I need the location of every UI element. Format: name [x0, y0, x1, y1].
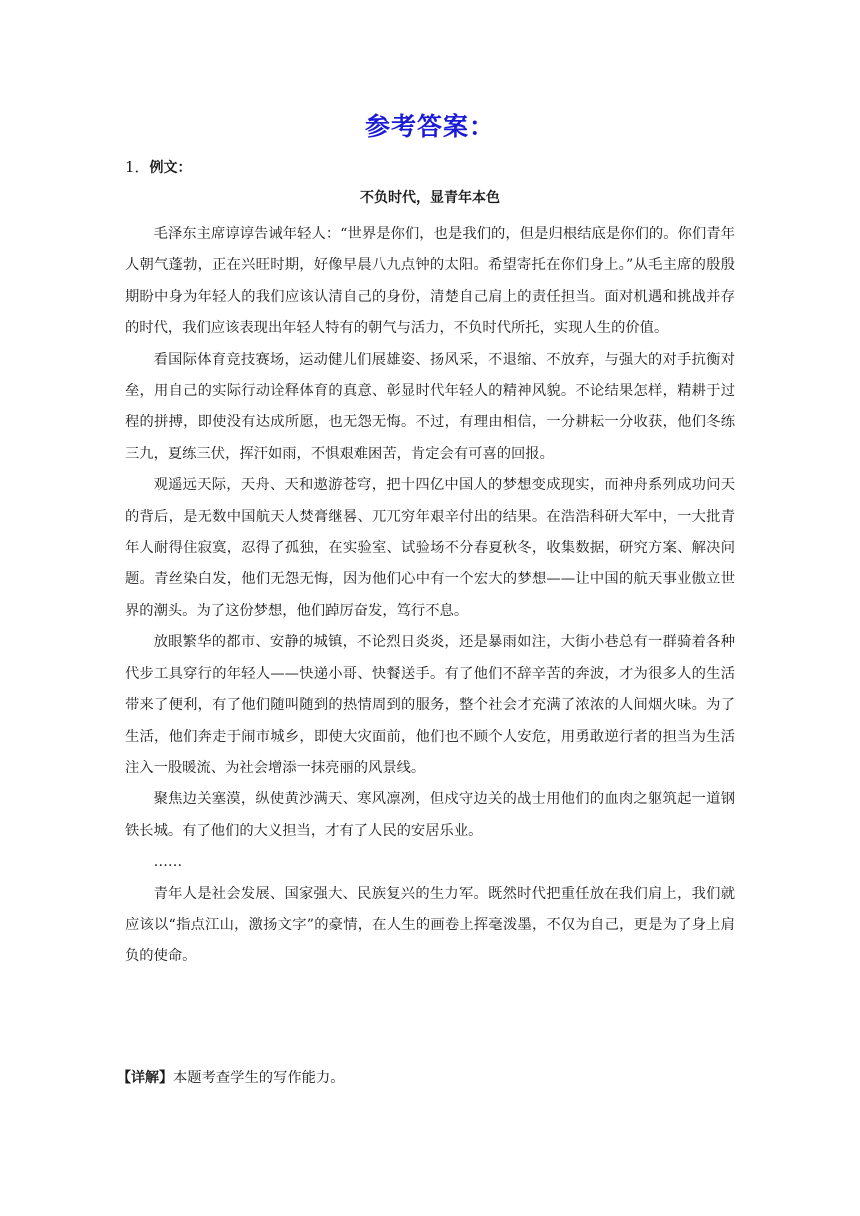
essay-paragraph: 聚焦边关塞漠，纵使黄沙满天、寒风凛冽，但戍守边关的战士用他们的血肉之躯筑起一道钢铁长城。有了他们的大义担当，才有了人民的安居乐业。 — [125, 791, 735, 839]
essay-title: 不负时代，显青年本色 — [360, 190, 500, 206]
question-number: 1． — [125, 158, 150, 176]
essay-paragraph: 青年人是社会发展、国家强大、民族复兴的生力军。既然时代把重任放在我们肩上，我们就应该以“指点江山，激扬文字”的豪情，在人生的画卷上挥毫泼墨，不仅为自己，更是为了身上肩负的使命。 — [125, 885, 735, 965]
essay-ellipsis: …… — [153, 854, 183, 871]
detail-label: 【详解】 — [117, 1070, 173, 1086]
essay-paragraph: 毛泽东主席谆谆告诫年轻人：“世界是你们，也是我们的，但是归根结底是你们的。你们青年人朝气蓬勃，正在兴旺时期，好像早晨八九点钟的太阳。希望寄托在你们身上。”从毛主席的殷殷期盼中身为年轻人的我们应该认清自己的身份，清楚自己肩上的责任担当。面对机遇和挑战并存的时代，我们应该表现出年轻人特有的朝气与活力，不负时代所托，实现人生的价值。 — [125, 226, 735, 337]
question-label: 例文： — [149, 160, 192, 176]
answer-heading: 参考答案： — [364, 112, 495, 141]
essay-paragraph: 看国际体育竞技赛场，运动健儿们展雄姿、扬风采，不退缩、不放弃，与强大的对手抗衡对垒，用自己的实际行动诠释体育的真意、彰显时代年轻人的精神风貌。不论结果怎样，精耕于过程的拼搏，即使没有达成所愿，也无怨无悔。不过，有理由相信，一分耕耘一分收获，他们冬练三九，夏练三伏，挥汗如雨，不惧艰难困苦，肯定会有可喜的回报。 — [125, 351, 735, 462]
essay-body — [125, 219, 735, 973]
detail-explanation — [117, 1066, 345, 1090]
essay-paragraph: 放眼繁华的都市、安静的城镇，不论烈日炎炎，还是暴雨如注，大街小巷总有一群骑着各种代步工具穿行的年轻人——快递小哥、快餐送手。有了他们不辞辛苦的奔波，才为很多人的生活带来了便利，有了他们随叫随到的热情周到的服务，整个社会才充满了浓浓的人间烟火味。为了生活，他们奔走于闹市城乡，即使大灾面前，他们也不顾个人安危，用勇敢逆行者的担当为生活注入一股暖流、为社会增添一抹亮丽的风景线。 — [125, 634, 735, 776]
essay-paragraph: 观遥远天际，天舟、天和遨游苍穹，把十四亿中国人的梦想变成现实，而神舟系列成功问天的背后，是无数中国航天人焚膏继晷、兀兀穷年艰辛付出的结果。在浩浩科研大军中，一大批青年人耐得住寂寞，忍得了孤独，在实验室、试验场不分春夏秋冬，收集数据，研究方案、解决问题。青丝染白发，他们无怨无悔，因为他们心中有一个宏大的梦想——让中国的航天事业傲立世界的潮头。为了这份梦想，他们踔厉奋发，笃行不息。 — [125, 477, 735, 619]
detail-text: 本题考查学生的写作能力。 — [173, 1070, 345, 1086]
question-number-line — [125, 156, 192, 179]
